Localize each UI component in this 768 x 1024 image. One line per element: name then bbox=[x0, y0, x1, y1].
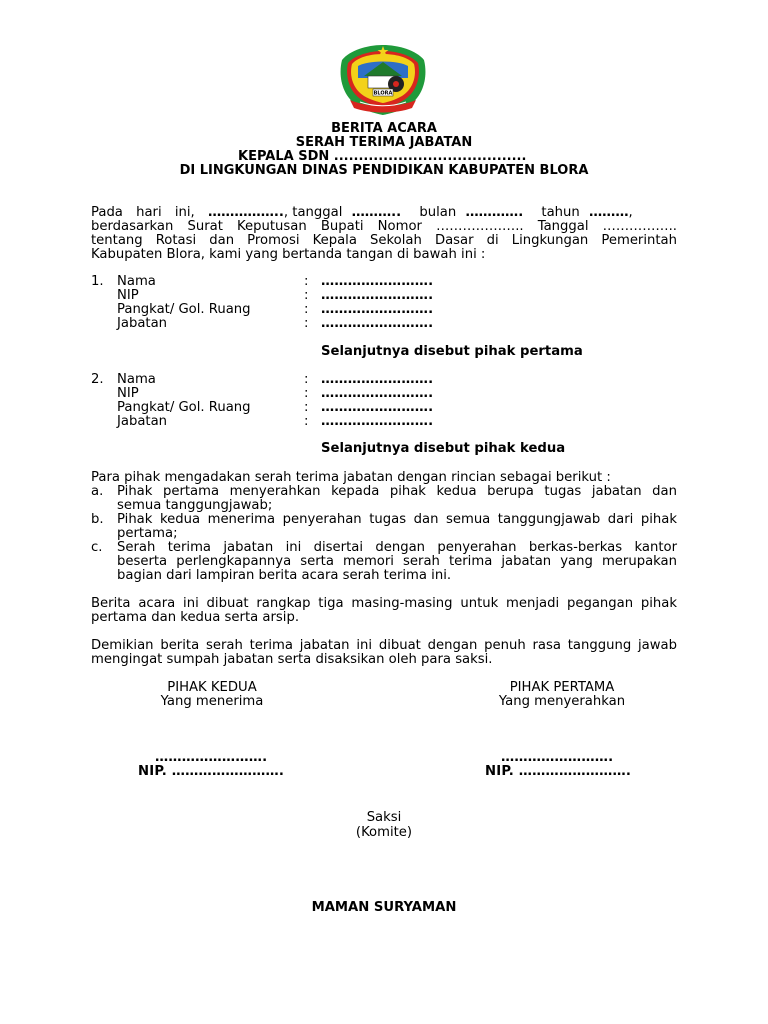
party2-value-nama: ……………………. bbox=[321, 372, 434, 387]
party1-colon-nip: : bbox=[304, 288, 309, 303]
party1-colon-pangkat: : bbox=[304, 302, 309, 317]
sign-right-name: ……………………. bbox=[501, 750, 614, 765]
details-item-c-line-2: beserta perlengkapannya serta memori serah terima jabatan yang merupakan bbox=[117, 554, 677, 569]
intro-line-3: tentang Rotasi dan Promosi Kepala Sekolah Dasar di Lingkungan Pemerintah bbox=[91, 233, 677, 248]
details-item-a-line-1: Pihak pertama menyerahkan kepada pihak kedua berupa tugas jabatan dan bbox=[117, 484, 677, 499]
party1-label-jabatan: Jabatan bbox=[117, 316, 168, 331]
party2-value-nip: ……………………. bbox=[321, 386, 434, 401]
party2-value-pangkat: ……………………. bbox=[321, 400, 434, 415]
party1-label-pangkat: Pangkat/ Gol. Ruang bbox=[117, 302, 251, 317]
party1-value-pangkat: ……………………. bbox=[321, 302, 434, 317]
para1-line-2: pertama dan kedua serta arsip. bbox=[91, 610, 300, 625]
party2-label-jabatan: Jabatan bbox=[117, 414, 168, 429]
title-line-4: DI LINGKUNGAN DINAS PENDIDIKAN KABUPATEN BLORA bbox=[179, 163, 589, 178]
party2-colon-nip: : bbox=[304, 386, 309, 401]
party2-label-nip: NIP bbox=[117, 386, 139, 401]
title-line-2: SERAH TERIMA JABATAN bbox=[295, 135, 473, 150]
details-marker-a: a. bbox=[91, 484, 104, 499]
details-item-b-line-1: Pihak kedua menerima penyerahan tugas dan semua tanggungjawab dari pihak bbox=[117, 512, 677, 527]
para2-line-1: Demikian berita serah terima jabatan ini dibuat dengan penuh rasa tanggung jawab bbox=[91, 638, 677, 653]
party1-colon-jabatan: : bbox=[304, 316, 309, 331]
party2-note: Selanjutnya disebut pihak kedua bbox=[321, 441, 566, 456]
sign-left-subtitle: Yang menerima bbox=[160, 694, 264, 709]
party2-label-nama: Nama bbox=[117, 372, 156, 387]
sign-right-title: PIHAK PERTAMA bbox=[509, 680, 615, 695]
title-line-1: BERITA ACARA bbox=[331, 121, 437, 136]
details-marker-b: b. bbox=[91, 512, 104, 527]
details-item-a-line-2: semua tanggungjawab; bbox=[117, 498, 273, 513]
party2-label-pangkat: Pangkat/ Gol. Ruang bbox=[117, 400, 251, 415]
party1-value-jabatan: ……………………. bbox=[321, 316, 434, 331]
title-line-3: KEPALA SDN ....................................... bbox=[238, 149, 527, 164]
sign-left-nip: NIP. ……………………. bbox=[138, 764, 285, 779]
details-intro: Para pihak mengadakan serah terima jabatan dengan rincian sebagai berikut : bbox=[91, 470, 611, 485]
sign-left-title: PIHAK KEDUA bbox=[167, 680, 257, 695]
details-marker-c: c. bbox=[91, 540, 103, 555]
para1-line-1: Berita acara ini dibuat rangkap tiga masing-masing untuk menjadi pegangan pihak bbox=[91, 596, 677, 611]
party1-value-nip: ……………………. bbox=[321, 288, 434, 303]
para2-line-2: mengingat sumpah jabatan serta disaksikan oleh para saksi. bbox=[91, 652, 493, 667]
witness-subtitle: (Komite) bbox=[355, 825, 413, 840]
party1-label-nama: Nama bbox=[117, 274, 156, 289]
party2-value-jabatan: ……………………. bbox=[321, 414, 434, 429]
party2-colon-pangkat: : bbox=[304, 400, 309, 415]
details-item-c-line-3: bagian dari lampiran berita acara serah terima ini. bbox=[117, 568, 452, 583]
party1-note: Selanjutnya disebut pihak pertama bbox=[321, 344, 583, 359]
witness-name: MAMAN SURYAMAN bbox=[311, 900, 457, 915]
blora-regency-logo bbox=[338, 42, 428, 118]
sign-right-subtitle: Yang menyerahkan bbox=[498, 694, 626, 709]
party1-label-nip: NIP bbox=[117, 288, 139, 303]
witness-title: Saksi bbox=[366, 810, 402, 825]
party2-colon-nama: : bbox=[304, 372, 309, 387]
sign-left-name: ……………………. bbox=[155, 750, 268, 765]
sign-right-nip: NIP. ……………………. bbox=[485, 764, 632, 779]
details-item-c-line-1: Serah terima jabatan ini disertai dengan penyerahan berkas-berkas kantor bbox=[117, 540, 677, 555]
intro-line-2: berdasarkan Surat Keputusan Bupati Nomor ……………….. Tanggal …………….. bbox=[91, 219, 677, 234]
intro-line-4: Kabupaten Blora, kami yang bertanda tangan di bawah ini : bbox=[91, 247, 486, 262]
party1-number: 1. bbox=[91, 274, 104, 289]
party2-colon-jabatan: : bbox=[304, 414, 309, 429]
logo-text: BLORA bbox=[373, 90, 393, 97]
party2-number: 2. bbox=[91, 372, 104, 387]
party1-colon-nama: : bbox=[304, 274, 309, 289]
intro-line-1: Pada hari ini, …………….., tanggal ……….. bulan …………. tahun ………, bbox=[91, 205, 633, 220]
details-item-b-line-2: pertama; bbox=[117, 526, 178, 541]
party1-value-nama: ……………………. bbox=[321, 274, 434, 289]
